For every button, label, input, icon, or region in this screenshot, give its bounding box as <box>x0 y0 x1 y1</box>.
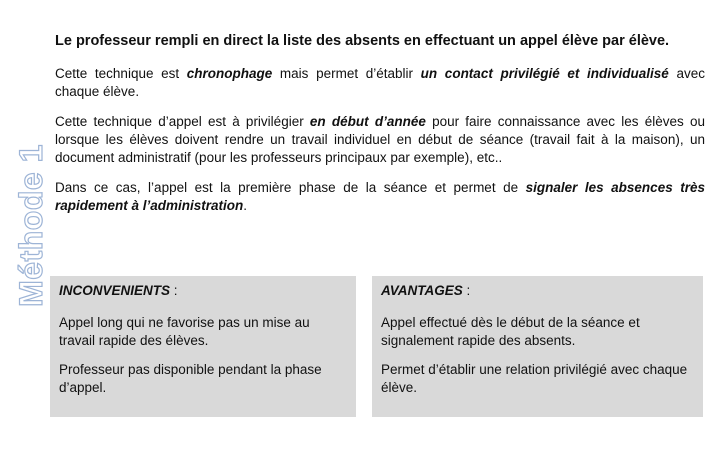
main-content <box>55 32 705 227</box>
side-title-text: Méthode 1 <box>12 143 49 307</box>
paragraph-2-emphasis: en début d’année <box>309 114 426 129</box>
paragraph-3-emphasis: signaler les absences très rapidement à l’administration <box>55 180 705 213</box>
inconvenient-item: Professeur pas disponible pendant la phase d’appel. <box>59 362 322 395</box>
paragraph-3-text-b: . <box>243 198 248 213</box>
paragraph-3-text-a: Dans ce cas, l’appel est la première phase de la séance et permet de <box>55 180 526 195</box>
paragraph-1-text-a: Cette technique est <box>55 66 187 81</box>
paragraph-2-text-b: pour faire connaissance avec les élèves ou lorsque les élèves doivent rendre un travail individuel en début de séance (travail fait à la maison), un document administratif (pour les professeurs principaux par exemple), etc.. <box>55 114 705 165</box>
paragraph-1-text-c: avec chaque élève. <box>55 66 705 99</box>
paragraph-3 <box>55 179 705 215</box>
inconvenient-item: Appel long qui ne favorise pas un mise au travail rapide des élèves. <box>59 315 310 348</box>
inconvenients-box <box>50 276 356 417</box>
avantages-title-text: AVANTAGES <box>381 283 463 298</box>
paragraph-1 <box>55 65 705 101</box>
avantages-title-suffix: : <box>462 283 471 298</box>
inconvenients-title-text: INCONVENIENTS <box>59 283 171 298</box>
inconvenients-title-suffix: : <box>170 283 178 298</box>
headline: Le professeur rempli en direct la liste des absents en effectuant un appel élève par élève. <box>55 33 670 49</box>
avantages-title <box>381 282 693 300</box>
side-title <box>12 140 49 310</box>
paragraph-1-text-b: mais permet d’établir <box>272 66 421 81</box>
paragraph-2 <box>55 113 705 167</box>
avantage-item: Permet d’établir une relation privilégié avec chaque élève. <box>381 362 688 395</box>
paragraph-1-emphasis-b: un contact privilégié et individualisé <box>420 66 669 81</box>
paragraph-1-emphasis-a: chronophage <box>186 66 273 81</box>
paragraph-2-text-a: Cette technique d’appel est à privilégier <box>55 114 310 129</box>
avantage-item: Appel effectué dès le début de la séance et signalement rapide des absents. <box>381 315 640 348</box>
inconvenients-title <box>59 282 346 300</box>
avantages-box <box>372 276 703 417</box>
